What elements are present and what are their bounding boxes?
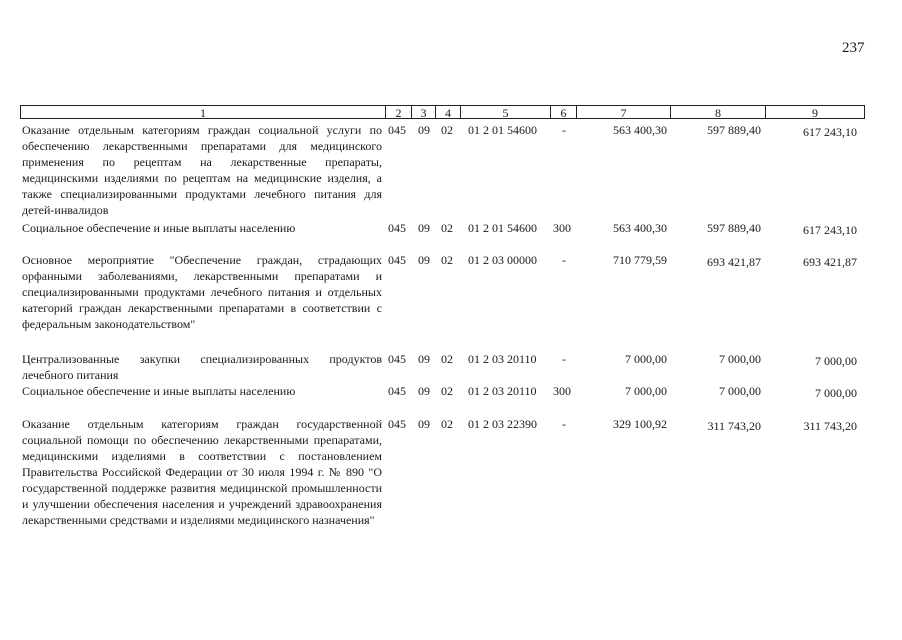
row-c6: - — [562, 417, 566, 431]
header-col-7: 7 — [576, 105, 670, 119]
row-c4: 02 — [441, 123, 453, 137]
row-c8: 597 889,40 — [707, 221, 761, 235]
row-c2: 045 — [388, 384, 406, 398]
row-description: Социальное обеспечение и иные выплаты населению — [22, 384, 296, 398]
row-c6: - — [562, 253, 566, 267]
row-c3: 09 — [418, 253, 430, 267]
row-c8: 311 743,20 — [707, 419, 761, 433]
row-c8: 597 889,40 — [707, 123, 761, 137]
row-c3: 09 — [418, 417, 430, 431]
row-c7: 563 400,30 — [613, 221, 667, 235]
row-c4: 02 — [441, 352, 453, 366]
row-c7: 710 779,59 — [613, 253, 667, 267]
row-c4: 02 — [441, 221, 453, 235]
row-c4: 02 — [441, 384, 453, 398]
row-c5: 01 2 03 20110 — [468, 384, 537, 398]
row-c6: - — [562, 123, 566, 137]
row-c5: 01 2 01 54600 — [468, 221, 537, 235]
row-c8: 7 000,00 — [719, 352, 761, 366]
row-c5: 01 2 03 20110 — [468, 352, 537, 366]
row-c4: 02 — [441, 253, 453, 267]
row-c3: 09 — [418, 123, 430, 137]
row-c3: 09 — [418, 384, 430, 398]
row-c8: 693 421,87 — [707, 255, 761, 269]
header-col-3: 3 — [411, 105, 435, 119]
row-c2: 045 — [388, 221, 406, 235]
row-c9: 693 421,87 — [803, 255, 857, 269]
row-description: Социальное обеспечение и иные выплаты населению — [22, 221, 296, 235]
row-c8: 7 000,00 — [719, 384, 761, 398]
row-description: Основное мероприятие "Обеспечение граждан, страдающих орфанными заболеваниями, лекарственными препаратами и специализированными продуктами лечебного питания и отдельных категорий граждан лекарственными препаратами в соответствии с федеральным законодательством" — [22, 253, 382, 331]
header-col-2: 2 — [385, 105, 411, 119]
row-c7: 329 100,92 — [613, 417, 667, 431]
row-c4: 02 — [441, 417, 453, 431]
row-c7: 563 400,30 — [613, 123, 667, 137]
row-c7: 7 000,00 — [625, 384, 667, 398]
row-c7: 7 000,00 — [625, 352, 667, 366]
header-col-1: 1 — [20, 105, 385, 119]
row-c2: 045 — [388, 123, 406, 137]
row-c5: 01 2 01 54600 — [468, 123, 537, 137]
header-col-8: 8 — [670, 105, 765, 119]
row-c3: 09 — [418, 352, 430, 366]
row-c6: - — [562, 352, 566, 366]
row-c2: 045 — [388, 253, 406, 267]
row-description: Централизованные закупки специализированных продуктов лечебного питания — [22, 352, 382, 382]
header-col-9: 9 — [765, 105, 865, 119]
header-col-6: 6 — [550, 105, 576, 119]
header-col-4: 4 — [435, 105, 460, 119]
header-col-5: 5 — [460, 105, 550, 119]
row-c2: 045 — [388, 417, 406, 431]
row-c3: 09 — [418, 221, 430, 235]
row-c9: 7 000,00 — [815, 386, 857, 400]
row-c6: 300 — [553, 384, 571, 398]
row-c9: 617 243,10 — [803, 125, 857, 139]
row-c9: 311 743,20 — [803, 419, 857, 433]
row-c5: 01 2 03 00000 — [468, 253, 537, 267]
row-c9: 617 243,10 — [803, 223, 857, 237]
row-c5: 01 2 03 22390 — [468, 417, 537, 431]
page-number: 237 — [842, 40, 865, 56]
row-c9: 7 000,00 — [815, 354, 857, 368]
row-c2: 045 — [388, 352, 406, 366]
row-description: Оказание отдельным категориям граждан государственной социальной помощи по обеспечению лекарственными препаратами, медицинскими изделиями в соответствии с постановлением Правительства Российской Федерации от 30 июля 1994 г. № 890 "О государственной поддержке развития медицинской промышленности и улучшении обеспечения населения и учреждений здравоохранения лекарственными средствами и изделиями медицинского назначения" — [22, 417, 382, 527]
row-c6: 300 — [553, 221, 571, 235]
row-description: Оказание отдельным категориям граждан социальной услуги по обеспечению лекарственными препаратами для медицинского применения по рецептам на лекарственные препараты, медицинскими изделиями по рецептам на медицинские изделия, а также специализированными продуктами лечебного питания для детей-инвалидов — [22, 123, 382, 217]
